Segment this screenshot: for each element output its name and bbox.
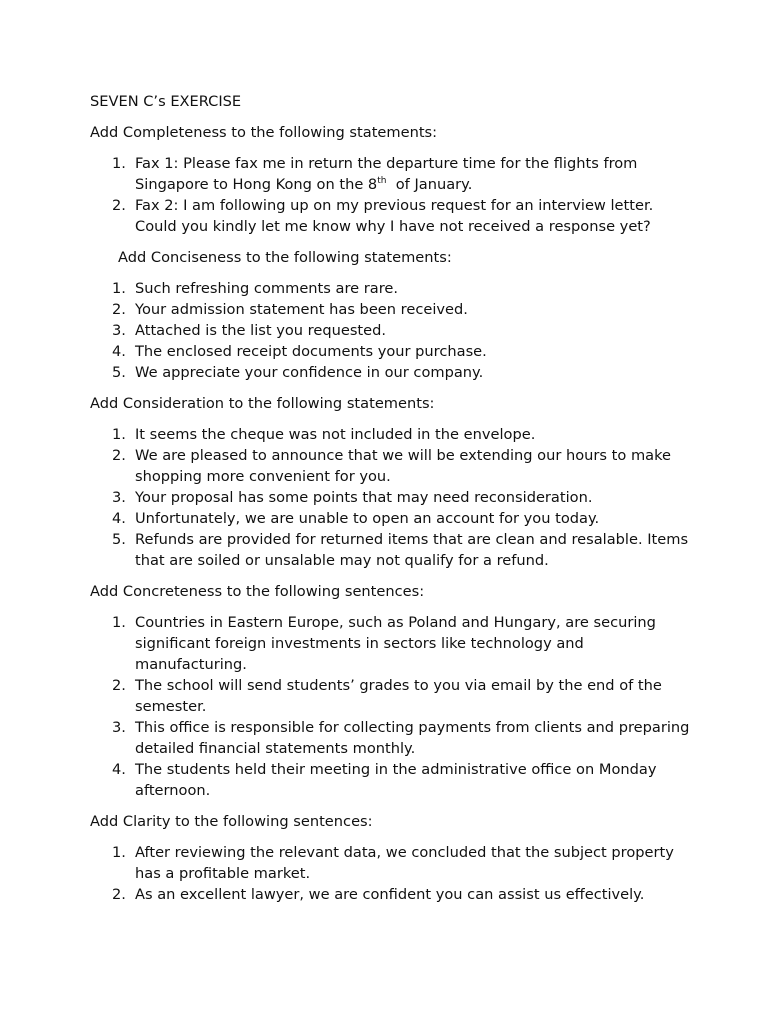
item-number: 5. — [112, 531, 126, 548]
item-number: 5. — [112, 364, 126, 381]
item-text: Refunds are provided for returned items that are clean and resalable. Items that are soiled or unsalable may not qualify for a refund. — [135, 531, 689, 569]
item-text: Attached is the list you requested. — [135, 322, 387, 339]
list-item — [90, 717, 690, 759]
ordinal-superscript: th — [377, 176, 387, 186]
section-heading-concreteness: Add Concreteness to the following sentences: — [90, 583, 425, 600]
list-item — [90, 195, 690, 237]
clarity-list — [90, 842, 690, 905]
list-item — [90, 278, 690, 299]
item-text: We appreciate your confidence in our company. — [135, 364, 484, 381]
list-item — [90, 153, 690, 195]
item-text: Fax 2: I am following up on my previous request for an interview letter. Could you kindly let me know why I have not received a response yet? — [135, 197, 654, 235]
item-number: 2. — [112, 197, 126, 214]
item-text: After reviewing the relevant data, we concluded that the subject property has a profitable market. — [135, 844, 674, 882]
item-number: 2. — [112, 886, 126, 903]
list-item — [90, 842, 690, 884]
item-text: This office is responsible for collecting payments from clients and preparing detailed financial statements monthly. — [135, 719, 690, 757]
list-item — [90, 341, 690, 362]
document-title: SEVEN C’s EXERCISE — [90, 93, 242, 110]
item-text: The enclosed receipt documents your purchase. — [135, 343, 487, 360]
item-number: 2. — [112, 447, 126, 464]
item-text: It seems the cheque was not included in the envelope. — [135, 426, 536, 443]
item-text: Unfortunately, we are unable to open an account for you today. — [135, 510, 600, 527]
item-text: Fax 1: Please fax me in return the departure time for the flights from Singapore to Hong Kong on the 8th of January. — [135, 155, 638, 193]
item-number: 1. — [112, 280, 126, 297]
section-heading-conciseness: Add Conciseness to the following statements: — [118, 249, 452, 266]
list-item — [90, 362, 690, 383]
item-number: 3. — [112, 719, 126, 736]
item-text: Countries in Eastern Europe, such as Poland and Hungary, are securing significant foreign investments in sectors like technology and manufacturing. — [135, 614, 656, 673]
item-text: As an excellent lawyer, we are confident you can assist us effectively. — [135, 886, 645, 903]
item-text: We are pleased to announce that we will be extending our hours to make shopping more convenient for you. — [135, 447, 672, 485]
item-text: The school will send students’ grades to you via email by the end of the semester. — [135, 677, 662, 715]
item-number: 1. — [112, 426, 126, 443]
concreteness-list — [90, 612, 690, 801]
item-number: 4. — [112, 510, 126, 527]
item-text: Your proposal has some points that may need reconsideration. — [135, 489, 593, 506]
list-item — [90, 759, 690, 801]
list-item — [90, 508, 690, 529]
list-item — [90, 487, 690, 508]
consideration-list — [90, 424, 690, 571]
section-heading-clarity: Add Clarity to the following sentences: — [90, 813, 373, 830]
list-item — [90, 675, 690, 717]
item-text: The students held their meeting in the administrative office on Monday afternoon. — [135, 761, 657, 799]
item-number: 1. — [112, 844, 126, 861]
item-number: 3. — [112, 489, 126, 506]
list-item — [90, 424, 690, 445]
list-item — [90, 529, 690, 571]
item-number: 1. — [112, 155, 126, 172]
item-text: Such refreshing comments are rare. — [135, 280, 398, 297]
item-number: 4. — [112, 761, 126, 778]
document-page — [90, 91, 690, 915]
item-number: 3. — [112, 322, 126, 339]
list-item — [90, 299, 690, 320]
item-number: 2. — [112, 677, 126, 694]
item-number: 1. — [112, 614, 126, 631]
completeness-list — [90, 153, 690, 237]
list-item — [90, 445, 690, 487]
conciseness-list — [90, 278, 690, 383]
list-item — [90, 884, 690, 905]
item-number: 4. — [112, 343, 126, 360]
list-item — [90, 612, 690, 675]
item-number: 2. — [112, 301, 126, 318]
item-text: Your admission statement has been received. — [135, 301, 468, 318]
section-heading-completeness: Add Completeness to the following statements: — [90, 124, 438, 141]
section-heading-consideration: Add Consideration to the following statements: — [90, 395, 435, 412]
list-item — [90, 320, 690, 341]
